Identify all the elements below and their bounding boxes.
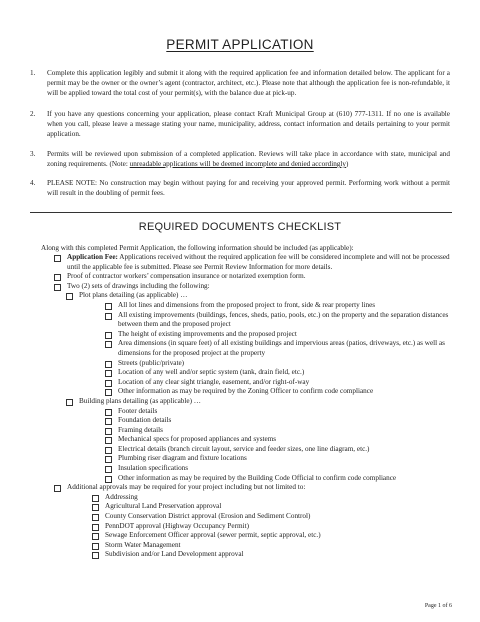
approval-item	[92, 502, 452, 512]
checkbox[interactable]	[54, 255, 61, 262]
checkbox[interactable]	[105, 476, 112, 483]
plot-plan-item	[105, 368, 452, 378]
building-plan-item-label: Framing details	[118, 425, 163, 434]
instruction-text: PLEASE NOTE: No construction may begin without paying for and receiving your approved permit. Performing work without a permit will result in the doubling of permit fees.	[47, 179, 450, 197]
approval-item	[92, 522, 452, 532]
approval-item	[92, 541, 452, 551]
plot-plan-item-label: All existing improvements (buildings, fences, sheds, patio, pools, etc.) on the property and the separation distances between them and the proposed project	[118, 310, 449, 329]
checkbox[interactable]	[92, 524, 99, 531]
checklist	[0, 253, 480, 560]
checkbox[interactable]	[105, 313, 112, 320]
checklist-item-label: Additional approvals may be required for your project including but not limited to:	[67, 483, 306, 492]
checkbox[interactable]	[92, 495, 99, 502]
checkbox[interactable]	[92, 533, 99, 540]
instruction-item	[30, 68, 450, 98]
checkbox[interactable]	[105, 332, 112, 339]
checkbox[interactable]	[105, 389, 112, 396]
plot-plan-item	[105, 387, 452, 397]
page-number: Page 1 of 6	[424, 603, 452, 609]
plot-plan-item-label: Streets (public/private)	[118, 358, 185, 367]
approval-item-label: Subdivision and/or Land Development approval	[105, 550, 244, 559]
instruction-text: If you have any questions concerning your application, please contact Kraft Municipal Group at (610) 777-1311. If no one is available when you call, please leave a message stating your name, municipality, address, contact information and details pertaining to your permit application.	[47, 110, 450, 138]
instruction-text: Complete this application legibly and submit it along with the required application fee and information detailed below. The applicant for a permit may be the owner or the owner’s agent (contractor, architect, etc.). Please note that although the application fee is non-refundable, it will be applied toward the total cost of your permit(s), with the balance due at pick-up.	[47, 69, 450, 97]
building-plan-item-label: Electrical details (branch circuit layout, service and feeder sizes, one line diagram, etc.)	[118, 444, 370, 453]
section-divider	[30, 212, 452, 213]
approval-item-label: Storm Water Management	[105, 540, 181, 549]
approval-item-label: PennDOT approval (Highway Occupancy Permit)	[105, 521, 249, 530]
checkbox[interactable]	[105, 428, 112, 435]
checklist-item-label: Plot plans detailing (as applicable) …	[79, 291, 188, 300]
building-plan-item-label: Insulation specifications	[118, 464, 189, 473]
checkbox[interactable]	[66, 293, 73, 300]
checkbox[interactable]	[54, 274, 61, 281]
checklist-intro: Along with this completed Permit Application, the following information should be included (as applicable):	[41, 244, 354, 252]
application-fee-label: Application Fee:	[67, 253, 118, 261]
building-plan-item	[105, 454, 452, 464]
checkbox[interactable]	[105, 380, 112, 387]
building-plan-item	[105, 445, 452, 455]
approval-item	[92, 531, 452, 541]
building-plan-item	[105, 426, 452, 436]
plot-plan-item	[105, 339, 452, 358]
instruction-item	[30, 149, 450, 169]
building-plan-item-label: Footer details	[118, 406, 158, 415]
checklist-item-application-fee	[54, 253, 452, 272]
checkbox[interactable]	[105, 341, 112, 348]
plot-plan-item	[105, 330, 452, 340]
approval-item-label: Agricultural Land Preservation approval	[105, 502, 222, 511]
checkbox[interactable]	[105, 447, 112, 454]
plot-plan-item-label: The height of existing improvements and the proposed project	[118, 329, 297, 338]
page-title: PERMIT APPLICATION	[166, 37, 314, 52]
instruction-item	[30, 109, 450, 139]
checkbox[interactable]	[105, 361, 112, 368]
approval-item-label: Addressing	[105, 492, 138, 501]
checkbox[interactable]	[105, 303, 112, 310]
instruction-number: 3.	[30, 150, 36, 158]
checklist-item-drawings	[54, 282, 452, 292]
checklist-item-additional-approvals	[54, 483, 452, 493]
checkbox[interactable]	[54, 485, 61, 492]
approval-item	[92, 550, 452, 560]
building-plan-item	[105, 416, 452, 426]
checklist-item-building-plans	[66, 397, 452, 407]
approval-item-label: Sewage Enforcement Officer approval (sewer permit, septic approval, etc.)	[105, 531, 321, 540]
checkbox[interactable]	[105, 409, 112, 416]
approval-item	[92, 493, 452, 503]
checkbox[interactable]	[105, 456, 112, 463]
plot-plan-item	[105, 311, 452, 330]
checklist-item-label: Proof of contractor workers’ compensation insurance or notarized exemption form.	[67, 272, 306, 281]
instruction-number: 2.	[30, 110, 36, 118]
instruction-number: 1.	[30, 69, 36, 77]
instruction-text-end: )	[345, 160, 349, 168]
plot-plan-item	[105, 359, 452, 369]
building-plan-item	[105, 435, 452, 445]
checkbox[interactable]	[105, 418, 112, 425]
plot-plan-item-label: Location of any well and/or septic system (tank, drain field, etc.)	[118, 368, 305, 377]
checkbox[interactable]	[105, 466, 112, 473]
checkbox[interactable]	[105, 370, 112, 377]
instruction-underlined-text: unreadable applications will be deemed incomplete and denied accordingly	[129, 160, 346, 168]
checkbox[interactable]	[92, 514, 99, 521]
building-plan-item	[105, 464, 452, 474]
plot-plan-item-label: Area dimensions (in square feet) of all existing buildings and impervious areas (patios, driveways, etc.) as well as dimensions for the proposed project at the property	[118, 339, 445, 357]
plot-plan-item-label: All lot lines and dimensions from the proposed project to front, side & rear property lines	[118, 300, 376, 309]
building-plan-item	[105, 474, 452, 484]
checkbox[interactable]	[54, 284, 61, 291]
checklist-item-label: Two (2) sets of drawings including the following:	[67, 281, 210, 290]
approval-item	[92, 512, 452, 522]
building-plan-item	[105, 407, 452, 417]
checklist-item-label: Building plans detailing (as applicable) …	[79, 396, 201, 405]
instructions-list	[30, 68, 450, 198]
checkbox[interactable]	[92, 543, 99, 550]
checkbox[interactable]	[92, 504, 99, 511]
building-plan-item-label: Foundation details	[118, 416, 172, 425]
checkbox[interactable]	[66, 399, 73, 406]
application-fee-text: Applications received without the required application fee will be considered incomplete and will not be processed until the applicable fee is submitted. Please see Permit Review Information for more details.	[67, 253, 450, 271]
plot-plan-item-label: Other information as may be required by the Zoning Officer to confirm code compliance	[118, 387, 374, 396]
instruction-text: Permits will be reviewed upon submission of a completed application. Reviews will take place in accordance with state, municipal and zoning requirements. (Note:	[47, 150, 450, 168]
checklist-item-proof-of-insurance	[54, 272, 452, 282]
building-plan-item-label: Other information as may be required by the Building Code Official to confirm code compliance	[118, 473, 397, 482]
plot-plan-item	[105, 378, 452, 388]
checkbox[interactable]	[92, 552, 99, 559]
plot-plan-item-label: Location of any clear sight triangle, easement, and/or right-of-way	[118, 377, 310, 386]
plot-plan-item	[105, 301, 452, 311]
instruction-number: 4.	[30, 179, 36, 187]
instruction-item	[30, 178, 450, 198]
checklist-item-plot-plans	[66, 291, 452, 301]
building-plan-item-label: Mechanical specs for proposed appliances and systems	[118, 435, 277, 444]
checkbox[interactable]	[105, 437, 112, 444]
building-plan-item-label: Plumbing riser diagram and fixture locations	[118, 454, 247, 463]
approval-item-label: County Conservation District approval (Erosion and Sediment Control)	[105, 512, 311, 521]
checklist-title: REQUIRED DOCUMENTS CHECKLIST	[138, 221, 342, 233]
